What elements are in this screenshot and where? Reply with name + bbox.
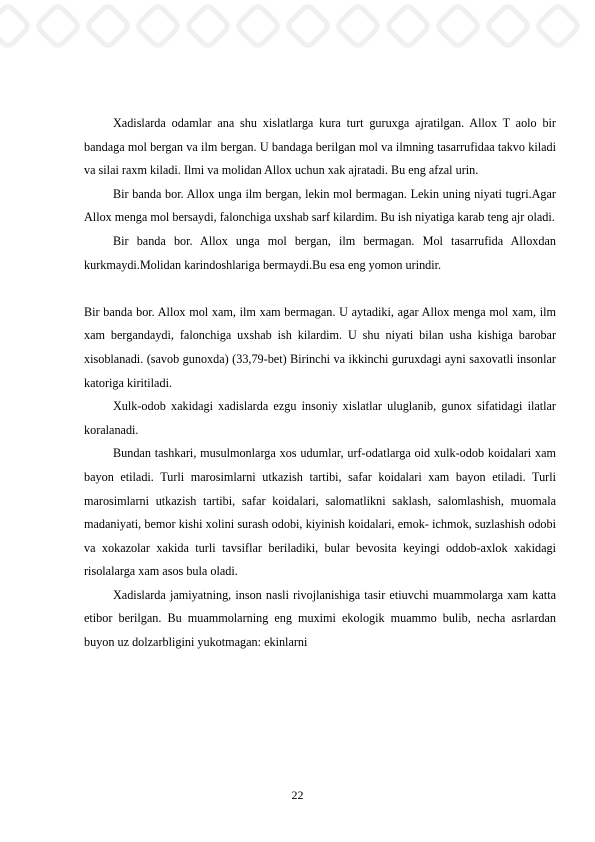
paragraph: Xadislarda jamiyatning, inson nasli rivojlanishiga tasir etiuvchi muammolarga xam katta etibor berilgan. Bu muammolarning eng muximi ekologik muammo bulib, necha asrlardan buyon uz dolzarbligini yukotmagan: ekinlarni [84, 587, 556, 650]
watermark-shape [0, 1, 33, 52]
paragraph: Bir banda bor. Allox unga mol bergan, ilm bermagan. Mol tasarrufida Alloxdan kurkmaydi.Molidan karindoshlariga bermaydi.Bu esa eng yomon urindir. [84, 233, 556, 272]
watermark-shape [133, 1, 184, 52]
watermark-shape [283, 1, 334, 52]
watermark-shape [533, 1, 584, 52]
body-text [84, 112, 556, 655]
paragraph: Bir banda bor. Allox mol xam, ilm xam bermagan. U aytadiki, agar Allox menga mol xam, ilm xam bergandaydi, falonchiga uxshab ish kilardim. U shu niyati bilan usha kishiga barobar xisoblanadi. (savob gunoxda) (33,79-bet) Birinchi va ikkinchi guruxdagi ayni saxovatli insonlar katoriga kiritiladi. [84, 304, 556, 390]
blank-line [84, 277, 556, 301]
watermark-shape [433, 1, 484, 52]
paragraph: Xulk-odob xakidagi xadislarda ezgu insoniy xislatlar uluglanib, gunox sifatidagi ilatlar koralanadi. [84, 399, 556, 437]
paragraph: Bundan tashkari, musulmonlarga xos udumlar, urf-odatlarga oid xulk-odob koidalari xam bayon etiladi. Turli marosimlarni utkazish tartibi, safar koidalari xam bayon etiladi. Turli marosimlarni utkazish tartibi, safar koidalari, salomatlikni saklash, salomlashish, muomala madaniyati, bemor kishi xolini surash odobi, kiyinish koidalari, emok- ichmok, suzlashish odobi va xokazolar xakida turli tavsiflar beriladiki, bular bevosita keyingi oddob-axlok xakidagi risolalarga xam asos bula oladi. [84, 446, 556, 579]
watermark-shape [483, 1, 534, 52]
watermark-shape [83, 1, 134, 52]
paragraph: Bir banda bor. Allox unga ilm bergan, lekin mol bermagan. Lekin uning niyati tugri.Agar Allox menga mol bersaydi, falonchiga uxshab sarf kilardim. Bu ish niyatiga karab teng ajr oladi. [84, 186, 556, 225]
watermark-shape [383, 1, 434, 52]
watermark-shape [233, 1, 284, 52]
watermark-shape [183, 1, 234, 52]
watermark-shape [333, 1, 384, 52]
watermark-row [0, 8, 576, 44]
page-number: 22 [291, 788, 304, 802]
watermark-shape [33, 1, 84, 52]
paragraph: Xadislarda odamlar ana shu xislatlarga kura turt guruxga ajratilgan. Allox T aolo bir bandaga mol bergan va ilm bergan. U bandaga berilgan mol va ilmning tasarrufidaa takvo kiladi va silai raxm kiladi. Ilmi va molidan Allox uchun xak ajratadi. Bu eng afzal urin. [84, 116, 556, 178]
watermark-pattern [0, 0, 595, 90]
